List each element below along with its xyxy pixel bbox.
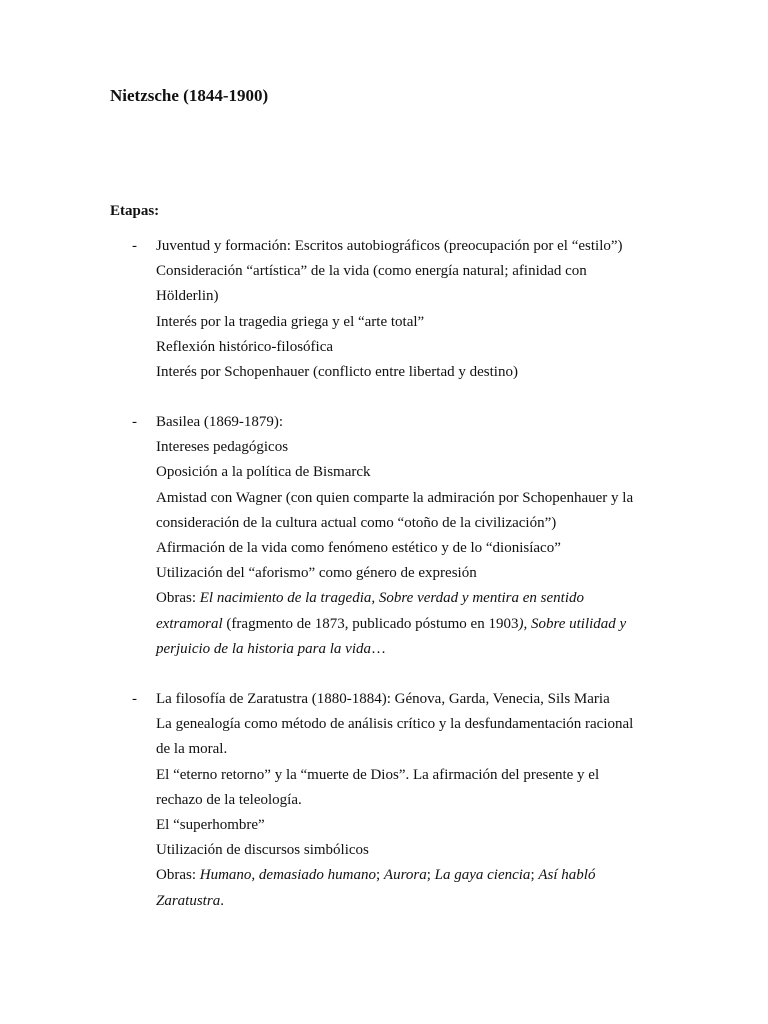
text-line: Utilización del “aforismo” como género de expresión [156,565,477,582]
work-title: El nacimiento de la tragedia [199,590,372,607]
work-title: extramoral [156,615,223,632]
work-note: (fragmento de 1873, publicado póstumo en 1903 [222,615,519,632]
stage-lines [156,410,656,662]
work-title: Aurora [383,867,427,884]
bullet-dash: - [132,238,137,254]
work-title: perjuicio de la historia para la vida [156,640,371,657]
bullet-dash: - [132,691,137,707]
works-line [156,586,656,611]
text-line: Intereses pedagógicos [156,439,289,456]
work-separator: ; [376,867,384,884]
text-line: rechazo de la teleología. [156,791,302,808]
text-line: consideración de la cultura actual como “otoño de la civilización”) [156,514,557,531]
work-separator: ; [426,867,435,884]
section-heading-etapas: Etapas: [110,203,160,219]
work-title: Humano, demasiado humano [199,867,376,884]
period: . [220,892,224,909]
stage-lines [156,234,656,385]
works-line [156,612,656,637]
text-line: Reflexión histórico-filosófica [156,338,334,355]
text-line: Consideración “artística” de la vida (como energía natural; afinidad con [156,263,587,280]
bullet-dash: - [132,414,137,430]
text-line: de la moral. [156,741,228,758]
text-line: La filosofía de Zaratustra (1880-1884): Génova, Garda, Venecia, Sils Maria [156,691,610,707]
text-line: El “superhombre” [156,816,265,833]
work-separator: ; [530,867,539,884]
works-line [156,637,656,662]
text-line: Interés por Schopenhauer (conflicto entre libertad y destino) [156,363,518,380]
text-line: Interés por la tragedia griega y el “arte total” [156,313,425,330]
text-line: Juventud y formación: Escritos autobiográficos (preocupación por el “estilo”) [156,238,623,254]
works-line [156,863,656,888]
work-title: ), Sobre utilidad y [518,615,627,632]
ellipsis: … [371,640,386,657]
work-title: Zaratustra [156,892,221,909]
text-line: Afirmación de la vida como fenómeno estético y de lo “dionisíaco” [156,539,561,556]
work-title: Así habló [538,867,596,884]
document-title: Nietzsche (1844-1900) [110,86,269,105]
text-line: Amistad con Wagner (con quien comparte la admiración por Schopenhauer y la [156,489,634,506]
text-line: Utilización de discursos simbólicos [156,842,369,859]
works-prefix: Obras: [156,867,200,884]
text-line: Basilea (1869-1879): [156,414,284,430]
works-line [156,889,656,914]
work-title: La gaya ciencia [434,867,531,884]
work-title: Sobre verdad y mentira en sentido [378,590,584,607]
works-prefix: Obras: [156,590,200,607]
text-line: Oposición a la política de Bismarck [156,464,371,481]
text-line: La genealogía como método de análisis crítico y la desfundamentación racional [156,716,634,733]
stage-lines [156,687,656,914]
text-line: Hölderlin) [156,288,219,305]
work-separator: , [371,590,379,607]
text-line: El “eterno retorno” y la “muerte de Dios”. La afirmación del presente y el [156,766,600,783]
